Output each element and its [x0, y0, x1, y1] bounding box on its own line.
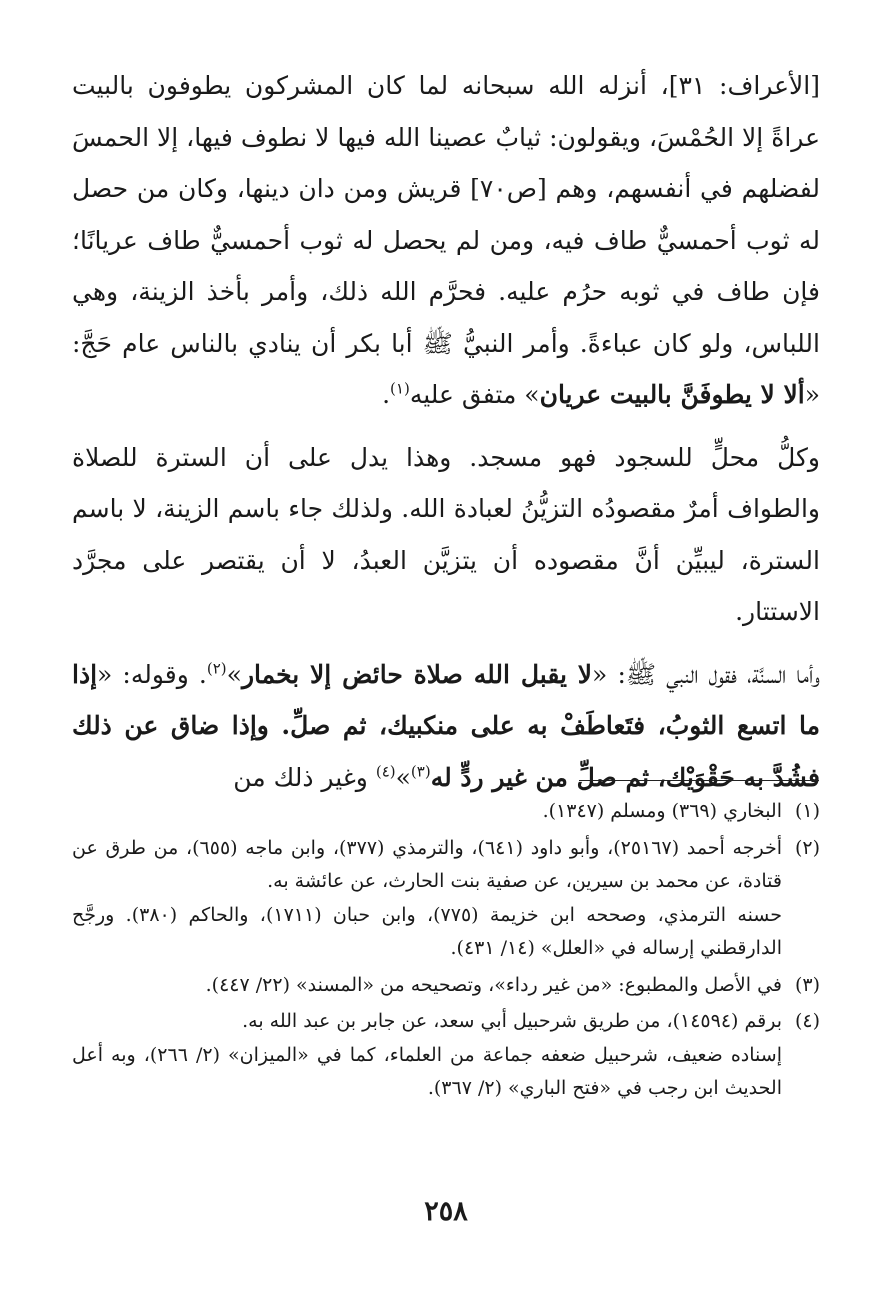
text-run: وأما السنَّة، فقول النبي ﷺ: « — [592, 659, 820, 689]
footnote-line: البخاري (٣٦٩) ومسلم (١٣٤٧). — [542, 800, 782, 822]
paragraph-p1 — [72, 60, 820, 421]
footnote-number: (١) — [794, 800, 820, 822]
text-run: . وقوله: « — [97, 659, 207, 689]
footnote-line: أخرجه أحمد (٢٥١٦٧)، وأبو داود (٦٤١)، والترمذي (٣٧٧)، وابن ماجه (٦٥٥)، من طرق عن قتادة، عن محمد بن سيرين، عن صفية بنت الحارث، عن عائشة به. — [72, 836, 782, 892]
footnote-line: حسنه الترمذي، وصححه ابن خزيمة (٧٧٥)، وابن حبان (١٧١١)، والحاكم (٣٨٠). ورجَّح الدارقطني إرساله في «العلل» (١٤/ ٤٣١). — [72, 903, 782, 959]
footnote-ref: (٢) — [206, 659, 227, 678]
footnote-item — [72, 795, 820, 829]
footnotes — [72, 795, 820, 1109]
footnote-ref: (٣) — [410, 762, 431, 781]
footnote-line: إسناده ضعيف، شرحبيل ضعفه جماعة من العلماء، كما في «الميزان» (٢/ ٢٦٦)، وبه أعل الحديث ابن رجب في «فتح الباري» (٢/ ٣٦٧). — [72, 1043, 782, 1099]
main-text — [72, 60, 820, 803]
text-run: وغير ذلك من — [233, 762, 376, 792]
page-number: ٢٥٨ — [424, 1196, 468, 1227]
footnote-separator — [579, 780, 819, 781]
hadith-quote: ألا لا يطوفَنَّ بالبيت عريان — [539, 380, 805, 409]
footnote-text — [72, 795, 782, 829]
footnote-number: (٤) — [794, 1010, 820, 1032]
footnote-number: (٢) — [794, 836, 820, 859]
footnote-item — [72, 969, 820, 1003]
hadith-quote: لا يقبل الله صلاة حائض إلا بخمار — [241, 659, 593, 689]
hadith-quote: إذا ما اتسع الثوبُ، فتَعاطَفْ به على منكبيك، ثم صلِّ. وإذا ضاق عن ذلك فشُدَّ به حَقْوَيْك، ثم صلِّ من غير ردٍّ له — [72, 659, 820, 792]
text-run: وكلُّ محلٍّ للسجود فهو مسجد. وهذا يدل على أن السترة للصلاة والطواف أمرٌ مقصودُه التزيُّنُ لعبادة الله. ولذلك جاء باسم الزينة، لا باسم السترة، ليبيِّن أنَّ مقصوده أن يتزيَّن العبدُ، لا أن يقتصر على مجرَّد الاستتار. — [72, 442, 820, 626]
footnote-line: برقم (١٤٥٩٤)، من طريق شرحبيل أبي سعد، عن جابر بن عبد الله به. — [242, 1010, 782, 1032]
text-run: [الأعراف: ٣١]، أنزله الله سبحانه لما كان المشركون يطوفون بالبيت عراةً إلا الحُمْسَ، ويقولون: ثيابٌ عصينا الله فيها لا نطوف فيها، إلا الحمسَ لفضلهم في أنفسهم، وهم [ص٧٠] قريش ومن دان دينها، وكان من حصل له ثوب أحمسيٌّ طاف فيه، ومن لم يحصل له ثوب أحمسيٌّ طاف عريانًا؛ فإن طاف في ثوبه حرُم عليه. فحرَّم الله ذلك، وأمر بأخذ الزينة، وهي اللباس، ولو كان عباءةً. وأمر النبيُّ ﷺ أبا بكر أن ينادي بالناس عام حَجَّ: « — [72, 71, 820, 409]
text-run: . — [382, 380, 391, 409]
footnote-item — [72, 832, 820, 966]
text-run: » — [226, 659, 242, 689]
footnote-number: (٣) — [794, 973, 820, 996]
paragraph-p2 — [72, 432, 820, 638]
text-run: » متفق عليه — [409, 380, 540, 409]
text-run: » — [395, 762, 411, 792]
footnote-text — [72, 969, 782, 1003]
footnote-line: في الأصل والمطبوع: «من غير رداء»، وتصحيحه من «المسند» (٢٢/ ٤٤٧). — [205, 973, 782, 996]
footnote-text — [72, 832, 782, 966]
footnote-ref: (١) — [390, 379, 410, 398]
footnote-ref: (٤) — [375, 762, 396, 781]
footnote-item — [72, 1005, 820, 1106]
footnote-text — [72, 1005, 782, 1106]
